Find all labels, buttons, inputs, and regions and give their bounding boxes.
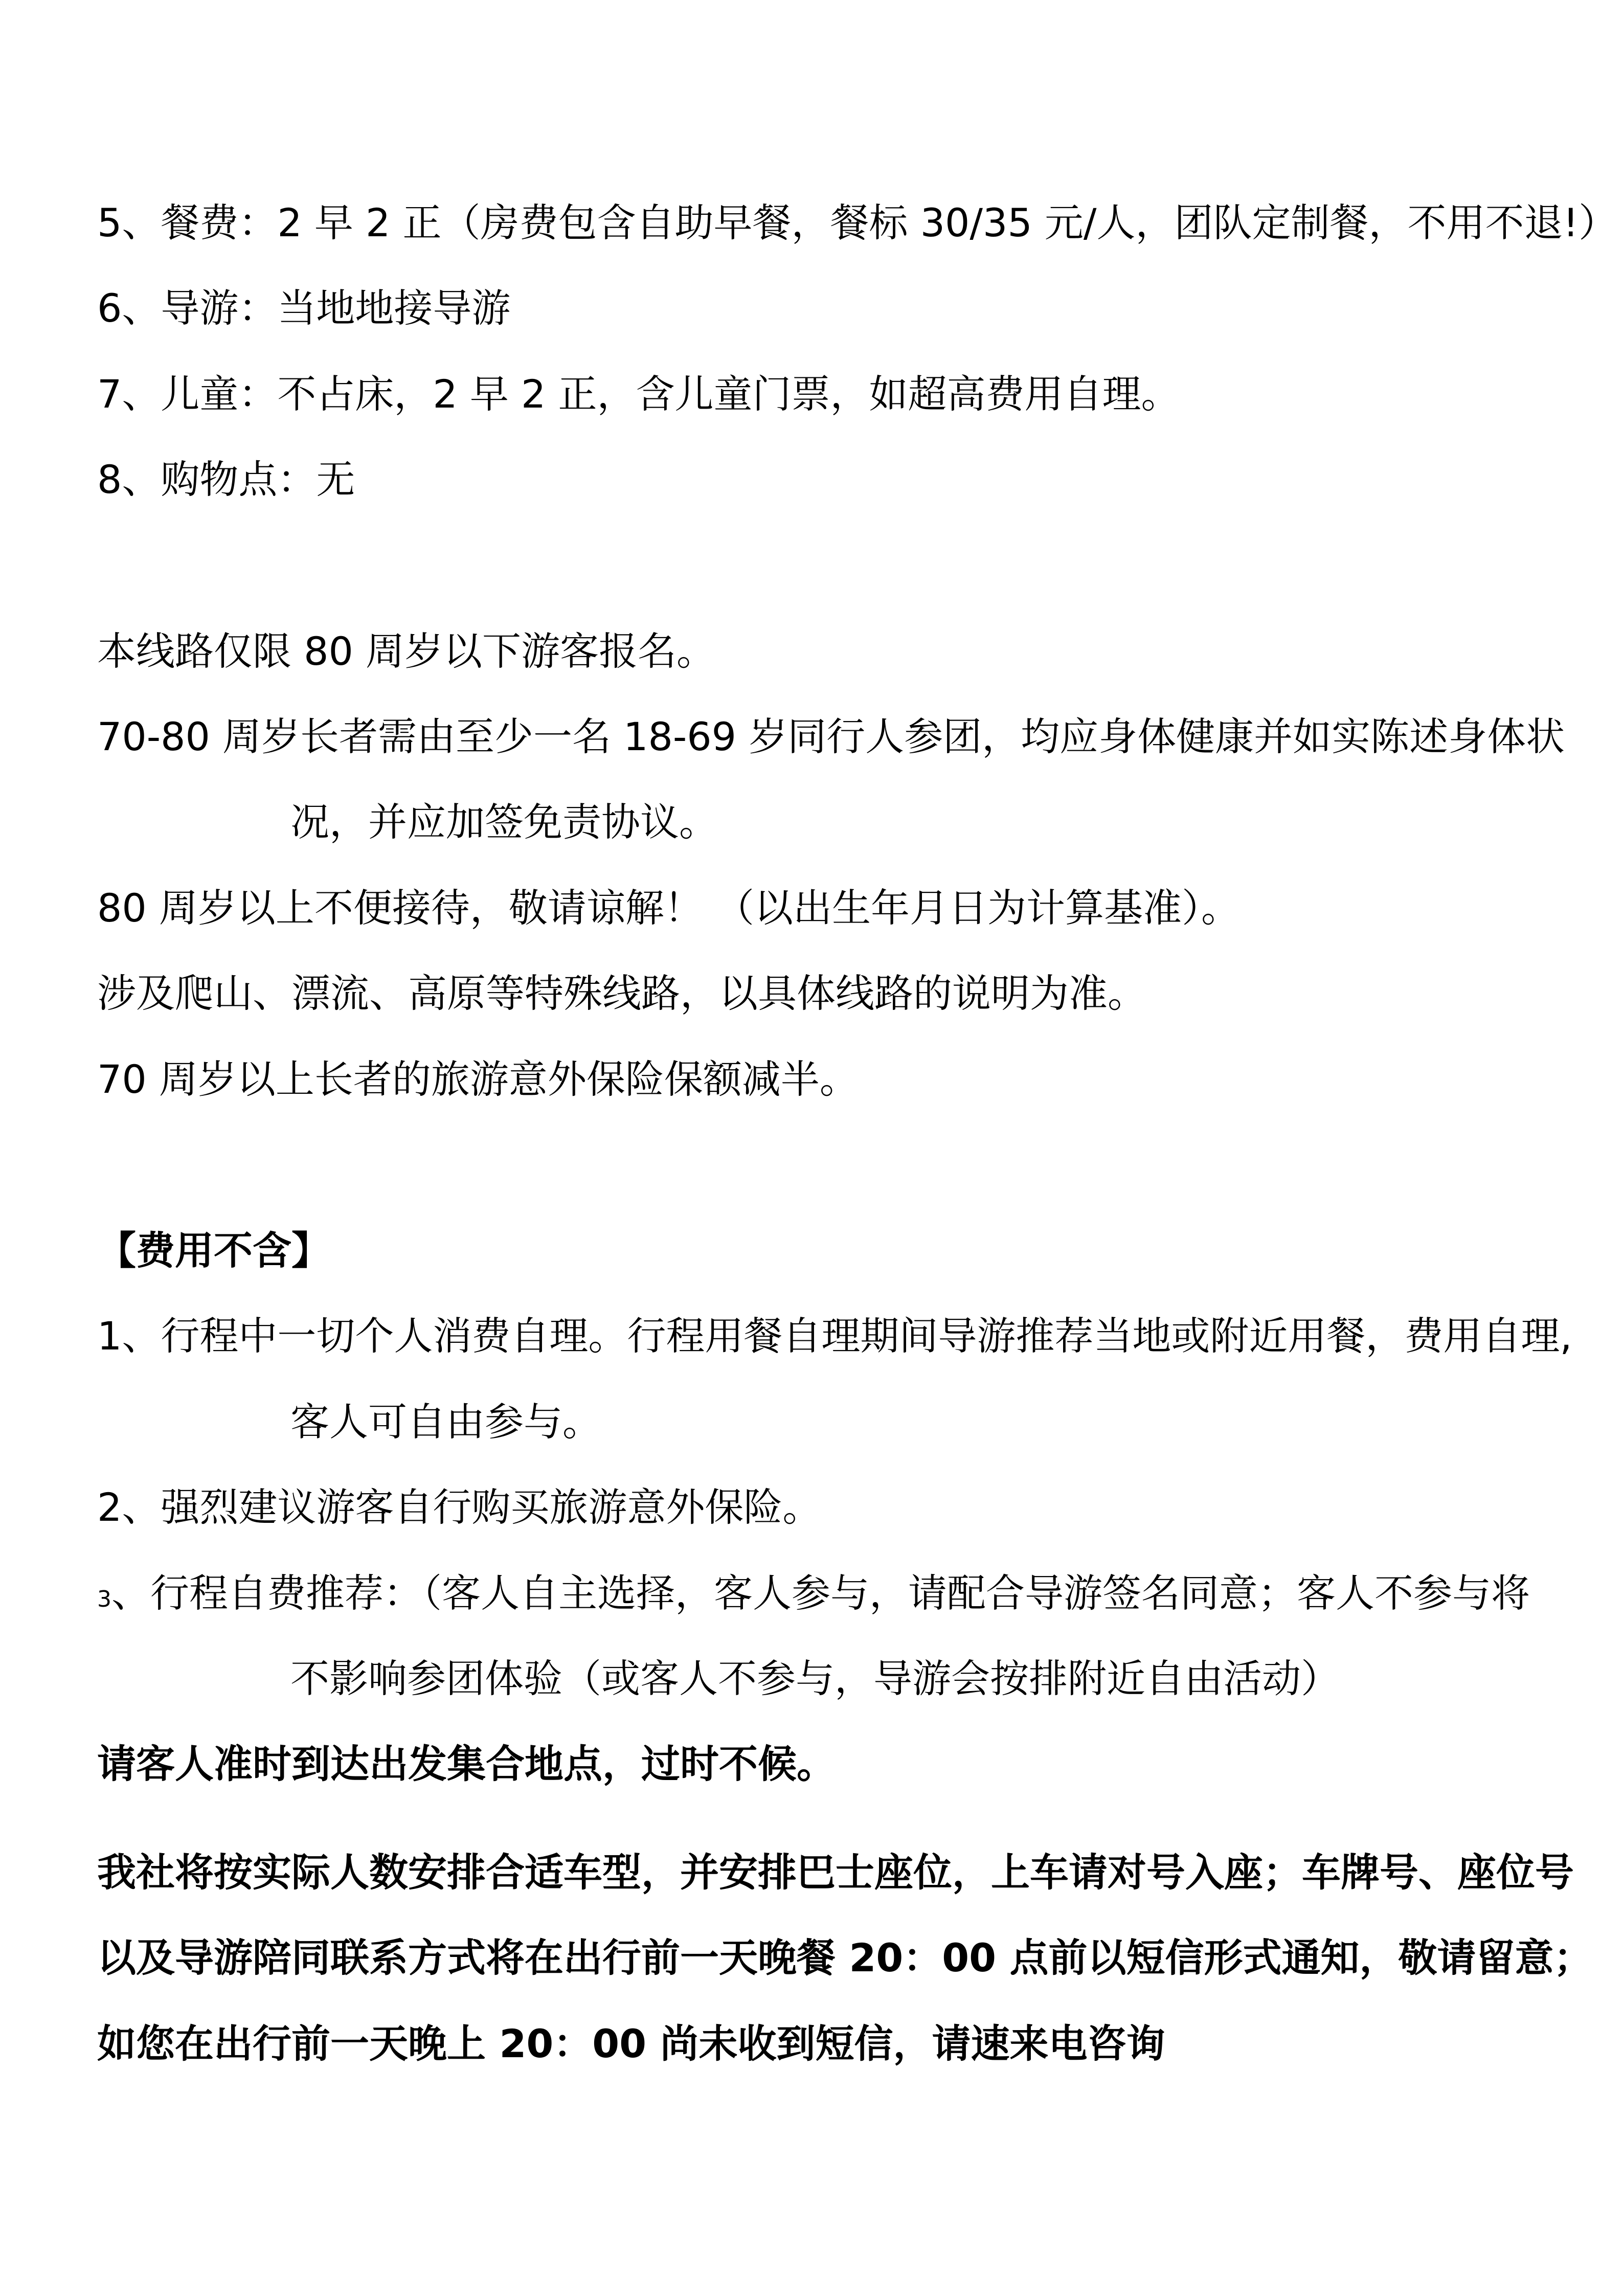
special-routes-note: 涉及爬山、漂流、高原等特殊线路，以具体线路的说明为准。	[97, 971, 1146, 1016]
excluded-item1-line1: 1、行程中一切个人消费自理。行程用餐自理期间导游推荐当地或附近用餐，费用自理,	[97, 1313, 1572, 1359]
excluded-item3-line1	[97, 1570, 1530, 1616]
on-time-notice: 请客人准时到达出发集合地点，过时不候。	[97, 1741, 836, 1787]
seniors-policy-line1: 70-80 周岁长者需由至少一名 18-69 岁同行人参团，均应身体健康并如实陈述身体状	[97, 714, 1565, 759]
excluded-heading: 【费用不含】	[97, 1228, 330, 1273]
over80-policy: 80 周岁以上不便接待，敬请谅解！ （以出生年月日为计算基准）。	[97, 885, 1241, 931]
bus-notice-line3: 如您在出行前一天晚上 20：00 尚未收到短信，请速来电咨询	[97, 2021, 1165, 2066]
excluded-item3-number: 3	[97, 1586, 111, 1612]
included-guide: 6、导游：当地地接导游	[97, 285, 511, 331]
excluded-item1-line2: 客人可自由参与。	[290, 1399, 601, 1445]
excluded-item2: 2、强烈建议游客自行购买旅游意外保险。	[97, 1484, 822, 1530]
age-limit-text: 本线路仅限 80 周岁以下游客报名。	[97, 628, 716, 674]
bus-notice-line1: 我社将按实际人数安排合适车型，并安排巴士座位，上车请对号入座；车牌号、座位号	[97, 1850, 1574, 1895]
included-shopping: 8、购物点：无	[97, 457, 355, 502]
seniors-policy-line2: 况，并应加签免责协议。	[290, 799, 718, 845]
included-meals: 5、餐费：2 早 2 正（房费包含自助早餐，餐标 30/35 元/人，团队定制餐，不用不退!）	[97, 200, 1617, 245]
bus-notice-line2: 以及导游陪同联系方式将在出行前一天晚餐 20：00 点前以短信形式通知，敬请留意；	[97, 1935, 1593, 1980]
excluded-item3-text: 、行程自费推荐：（客人自主选择，客人参与，请配合导游签名同意；客人不参与将	[111, 1570, 1530, 1616]
excluded-item3-line2: 不影响参团体验（或客人不参与，导游会按排附近自由活动）	[290, 1656, 1340, 1701]
included-children: 7、儿童：不占床，2 早 2 正，含儿童门票，如超高费用自理。	[97, 371, 1180, 417]
insurance-halved-note: 70 周岁以上长者的旅游意外保险保额减半。	[97, 1056, 859, 1102]
